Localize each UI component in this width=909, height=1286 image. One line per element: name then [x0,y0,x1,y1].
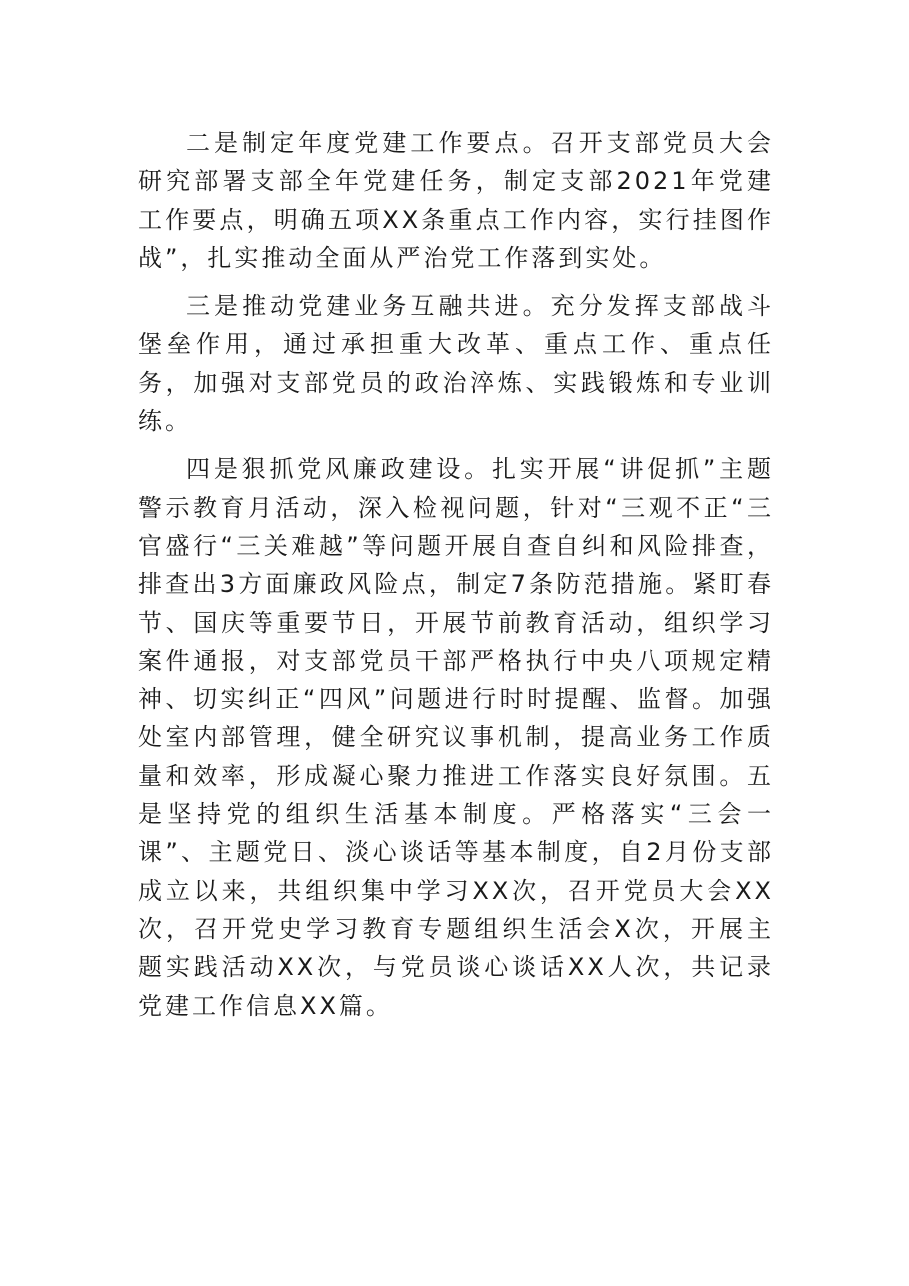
paragraph-annual-party-building-points: 二是制定年度党建工作要点。召开支部党员大会研究部署支部全年党建任务，制定支部2021年党建工作要点，明确五项XX条重点工作内容，实行挂图作战”，扎实推动全面从严治党工作落到实处。 [138,129,774,272]
paragraph-clean-governance: 四是狠抓党风廉政建设。扎实开展“讲促抓”主题警示教育月活动，深入检视问题，针对“三观不正“三官盛行“三关难越”等问题开展自查自纠和风险排查，排查出3方面廉政风险点，制定7条防范措施。紧盯春节、国庆等重要节日，开展节前教育活动，组织学习案件通报，对支部党员干部严格执行中央八项规定精神、切实纠正“四风”问题进行时时提醒、监督。加强处室内部管理，健全研究议事机制，提高业务工作质量和效率，形成凝心聚力推进工作落实良好氛围。五是坚持党的组织生活基本制度。严格落实“三会一课”、主题党日、淡心谈话等基本制度，自2月份支部成立以来，共组织集中学习XX次，召开党员大会XX次，召开党史学习教育专题组织生活会X次，开展主题实践活动XX次，与党员谈心谈话XX人次，共记录党建工作信息XX篇。 [138,455,774,1020]
document-body [138,124,774,1025]
paragraph-party-business-integration: 三是推动党建业务互融共进。充分发挥支部战斗堡垒作用，通过承担重大改革、重点工作、重点任务，加强对支部党员的政治淬炼、实践锻炼和专业训练。 [138,292,774,436]
